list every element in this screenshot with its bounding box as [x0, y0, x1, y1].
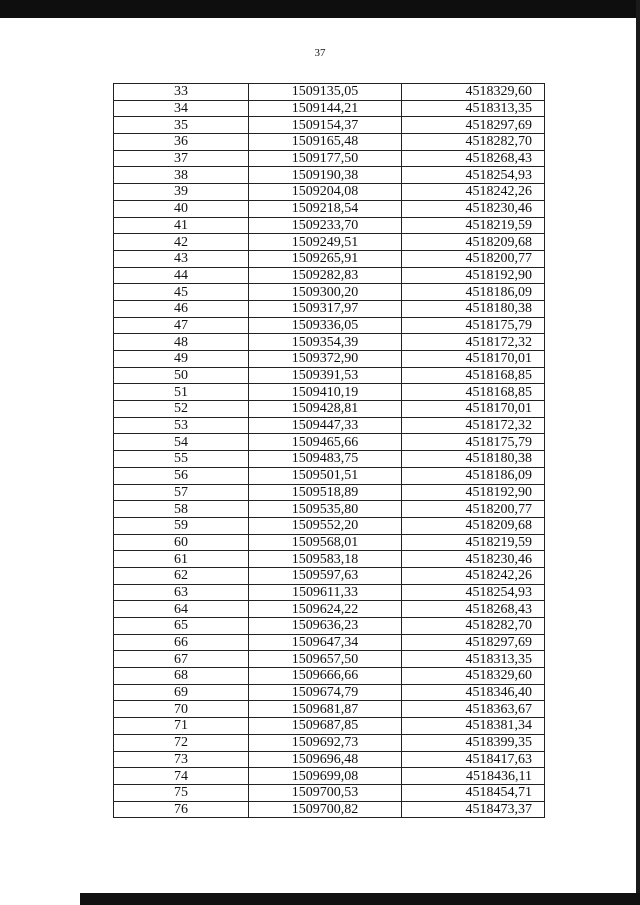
x-coordinate-cell: 1509154,37 — [249, 117, 402, 134]
point-number-cell: 36 — [114, 134, 249, 151]
table-row — [114, 384, 545, 401]
table-row — [114, 417, 545, 434]
coordinates-table-body — [114, 84, 545, 818]
table-row — [114, 284, 545, 301]
y-coordinate-cell: 4518313,35 — [402, 100, 545, 117]
x-coordinate-cell: 1509144,21 — [249, 100, 402, 117]
page-number: 37 — [314, 47, 326, 59]
table-row — [114, 768, 545, 785]
point-number-cell: 33 — [114, 84, 249, 101]
point-number-cell: 60 — [114, 534, 249, 551]
x-coordinate-cell: 1509696,48 — [249, 751, 402, 768]
x-coordinate-cell: 1509428,81 — [249, 401, 402, 418]
x-coordinate-cell: 1509233,70 — [249, 217, 402, 234]
y-coordinate-cell: 4518346,40 — [402, 684, 545, 701]
x-coordinate-cell: 1509282,83 — [249, 267, 402, 284]
y-coordinate-cell: 4518192,90 — [402, 267, 545, 284]
point-number-cell: 69 — [114, 684, 249, 701]
table-row — [114, 718, 545, 735]
point-number-cell: 59 — [114, 517, 249, 534]
x-coordinate-cell: 1509624,22 — [249, 601, 402, 618]
table-row — [114, 150, 545, 167]
table-row — [114, 167, 545, 184]
point-number-cell: 61 — [114, 551, 249, 568]
x-coordinate-cell: 1509552,20 — [249, 517, 402, 534]
table-row — [114, 250, 545, 267]
table-row — [114, 434, 545, 451]
x-coordinate-cell: 1509681,87 — [249, 701, 402, 718]
y-coordinate-cell: 4518170,01 — [402, 351, 545, 368]
y-coordinate-cell: 4518175,79 — [402, 317, 545, 334]
point-number-cell: 45 — [114, 284, 249, 301]
y-coordinate-cell: 4518186,09 — [402, 467, 545, 484]
y-coordinate-cell: 4518417,63 — [402, 751, 545, 768]
table-row — [114, 551, 545, 568]
y-coordinate-cell: 4518381,34 — [402, 718, 545, 735]
point-number-cell: 62 — [114, 567, 249, 584]
table-row — [114, 517, 545, 534]
point-number-cell: 40 — [114, 200, 249, 217]
x-coordinate-cell: 1509636,23 — [249, 618, 402, 635]
point-number-cell: 38 — [114, 167, 249, 184]
x-coordinate-cell: 1509218,54 — [249, 200, 402, 217]
y-coordinate-cell: 4518200,77 — [402, 250, 545, 267]
point-number-cell: 72 — [114, 734, 249, 751]
table-row — [114, 484, 545, 501]
x-coordinate-cell: 1509249,51 — [249, 234, 402, 251]
point-number-cell: 63 — [114, 584, 249, 601]
x-coordinate-cell: 1509300,20 — [249, 284, 402, 301]
y-coordinate-cell: 4518282,70 — [402, 134, 545, 151]
y-coordinate-cell: 4518170,01 — [402, 401, 545, 418]
x-coordinate-cell: 1509583,18 — [249, 551, 402, 568]
point-number-cell: 57 — [114, 484, 249, 501]
point-number-cell: 53 — [114, 417, 249, 434]
y-coordinate-cell: 4518254,93 — [402, 584, 545, 601]
y-coordinate-cell: 4518242,26 — [402, 567, 545, 584]
table-row — [114, 317, 545, 334]
x-coordinate-cell: 1509699,08 — [249, 768, 402, 785]
x-coordinate-cell: 1509535,80 — [249, 501, 402, 518]
table-row — [114, 100, 545, 117]
table-row — [114, 334, 545, 351]
y-coordinate-cell: 4518175,79 — [402, 434, 545, 451]
table-row — [114, 84, 545, 101]
point-number-cell: 75 — [114, 784, 249, 801]
table-row — [114, 467, 545, 484]
table-row — [114, 751, 545, 768]
y-coordinate-cell: 4518168,85 — [402, 367, 545, 384]
point-number-cell: 71 — [114, 718, 249, 735]
y-coordinate-cell: 4518282,70 — [402, 618, 545, 635]
y-coordinate-cell: 4518172,32 — [402, 417, 545, 434]
point-number-cell: 48 — [114, 334, 249, 351]
y-coordinate-cell: 4518242,26 — [402, 184, 545, 201]
y-coordinate-cell: 4518473,37 — [402, 801, 545, 818]
x-coordinate-cell: 1509597,63 — [249, 567, 402, 584]
y-coordinate-cell: 4518209,68 — [402, 234, 545, 251]
table-row — [114, 701, 545, 718]
table-row — [114, 184, 545, 201]
y-coordinate-cell: 4518313,35 — [402, 651, 545, 668]
table-row — [114, 618, 545, 635]
x-coordinate-cell: 1509177,50 — [249, 150, 402, 167]
y-coordinate-cell: 4518219,59 — [402, 534, 545, 551]
x-coordinate-cell: 1509501,51 — [249, 467, 402, 484]
table-row — [114, 734, 545, 751]
y-coordinate-cell: 4518168,85 — [402, 384, 545, 401]
x-coordinate-cell: 1509265,91 — [249, 250, 402, 267]
point-number-cell: 37 — [114, 150, 249, 167]
y-coordinate-cell: 4518209,68 — [402, 517, 545, 534]
y-coordinate-cell: 4518180,38 — [402, 451, 545, 468]
table-row — [114, 267, 545, 284]
y-coordinate-cell: 4518329,60 — [402, 84, 545, 101]
point-number-cell: 65 — [114, 618, 249, 635]
table-row — [114, 534, 545, 551]
table-row — [114, 784, 545, 801]
y-coordinate-cell: 4518172,32 — [402, 334, 545, 351]
y-coordinate-cell: 4518363,67 — [402, 701, 545, 718]
table-row — [114, 584, 545, 601]
scan-border-right — [636, 0, 640, 905]
y-coordinate-cell: 4518180,38 — [402, 300, 545, 317]
point-number-cell: 76 — [114, 801, 249, 818]
x-coordinate-cell: 1509391,53 — [249, 367, 402, 384]
point-number-cell: 39 — [114, 184, 249, 201]
point-number-cell: 67 — [114, 651, 249, 668]
y-coordinate-cell: 4518200,77 — [402, 501, 545, 518]
y-coordinate-cell: 4518230,46 — [402, 200, 545, 217]
point-number-cell: 35 — [114, 117, 249, 134]
table-row — [114, 601, 545, 618]
x-coordinate-cell: 1509354,39 — [249, 334, 402, 351]
table-row — [114, 117, 545, 134]
point-number-cell: 68 — [114, 668, 249, 685]
y-coordinate-cell: 4518399,35 — [402, 734, 545, 751]
x-coordinate-cell: 1509611,33 — [249, 584, 402, 601]
point-number-cell: 64 — [114, 601, 249, 618]
point-number-cell: 52 — [114, 401, 249, 418]
table-row — [114, 801, 545, 818]
point-number-cell: 43 — [114, 250, 249, 267]
table-row — [114, 668, 545, 685]
x-coordinate-cell: 1509687,85 — [249, 718, 402, 735]
table-row — [114, 200, 545, 217]
x-coordinate-cell: 1509483,75 — [249, 451, 402, 468]
scan-border-top — [0, 0, 640, 18]
y-coordinate-cell: 4518297,69 — [402, 117, 545, 134]
coordinates-table — [113, 83, 545, 818]
table-row — [114, 501, 545, 518]
y-coordinate-cell: 4518329,60 — [402, 668, 545, 685]
point-number-cell: 73 — [114, 751, 249, 768]
point-number-cell: 46 — [114, 300, 249, 317]
y-coordinate-cell: 4518297,69 — [402, 634, 545, 651]
point-number-cell: 56 — [114, 467, 249, 484]
point-number-cell: 42 — [114, 234, 249, 251]
table-row — [114, 451, 545, 468]
x-coordinate-cell: 1509666,66 — [249, 668, 402, 685]
table-row — [114, 351, 545, 368]
point-number-cell: 34 — [114, 100, 249, 117]
point-number-cell: 54 — [114, 434, 249, 451]
point-number-cell: 55 — [114, 451, 249, 468]
x-coordinate-cell: 1509336,05 — [249, 317, 402, 334]
table-row — [114, 217, 545, 234]
table-row — [114, 234, 545, 251]
x-coordinate-cell: 1509165,48 — [249, 134, 402, 151]
x-coordinate-cell: 1509410,19 — [249, 384, 402, 401]
table-row — [114, 367, 545, 384]
x-coordinate-cell: 1509447,33 — [249, 417, 402, 434]
point-number-cell: 74 — [114, 768, 249, 785]
y-coordinate-cell: 4518254,93 — [402, 167, 545, 184]
point-number-cell: 41 — [114, 217, 249, 234]
table-row — [114, 634, 545, 651]
table-row — [114, 651, 545, 668]
x-coordinate-cell: 1509657,50 — [249, 651, 402, 668]
y-coordinate-cell: 4518268,43 — [402, 150, 545, 167]
table-row — [114, 684, 545, 701]
y-coordinate-cell: 4518192,90 — [402, 484, 545, 501]
x-coordinate-cell: 1509674,79 — [249, 684, 402, 701]
y-coordinate-cell: 4518186,09 — [402, 284, 545, 301]
x-coordinate-cell: 1509204,08 — [249, 184, 402, 201]
x-coordinate-cell: 1509135,05 — [249, 84, 402, 101]
x-coordinate-cell: 1509568,01 — [249, 534, 402, 551]
y-coordinate-cell: 4518454,71 — [402, 784, 545, 801]
y-coordinate-cell: 4518219,59 — [402, 217, 545, 234]
x-coordinate-cell: 1509465,66 — [249, 434, 402, 451]
x-coordinate-cell: 1509190,38 — [249, 167, 402, 184]
point-number-cell: 58 — [114, 501, 249, 518]
point-number-cell: 47 — [114, 317, 249, 334]
table-row — [114, 300, 545, 317]
point-number-cell: 50 — [114, 367, 249, 384]
y-coordinate-cell: 4518436,11 — [402, 768, 545, 785]
table-row — [114, 567, 545, 584]
point-number-cell: 66 — [114, 634, 249, 651]
x-coordinate-cell: 1509700,53 — [249, 784, 402, 801]
x-coordinate-cell: 1509372,90 — [249, 351, 402, 368]
point-number-cell: 49 — [114, 351, 249, 368]
scan-border-bottom — [80, 893, 640, 905]
point-number-cell: 51 — [114, 384, 249, 401]
x-coordinate-cell: 1509518,89 — [249, 484, 402, 501]
x-coordinate-cell: 1509692,73 — [249, 734, 402, 751]
y-coordinate-cell: 4518268,43 — [402, 601, 545, 618]
point-number-cell: 70 — [114, 701, 249, 718]
point-number-cell: 44 — [114, 267, 249, 284]
table-row — [114, 401, 545, 418]
table-row — [114, 134, 545, 151]
x-coordinate-cell: 1509647,34 — [249, 634, 402, 651]
x-coordinate-cell: 1509317,97 — [249, 300, 402, 317]
x-coordinate-cell: 1509700,82 — [249, 801, 402, 818]
y-coordinate-cell: 4518230,46 — [402, 551, 545, 568]
